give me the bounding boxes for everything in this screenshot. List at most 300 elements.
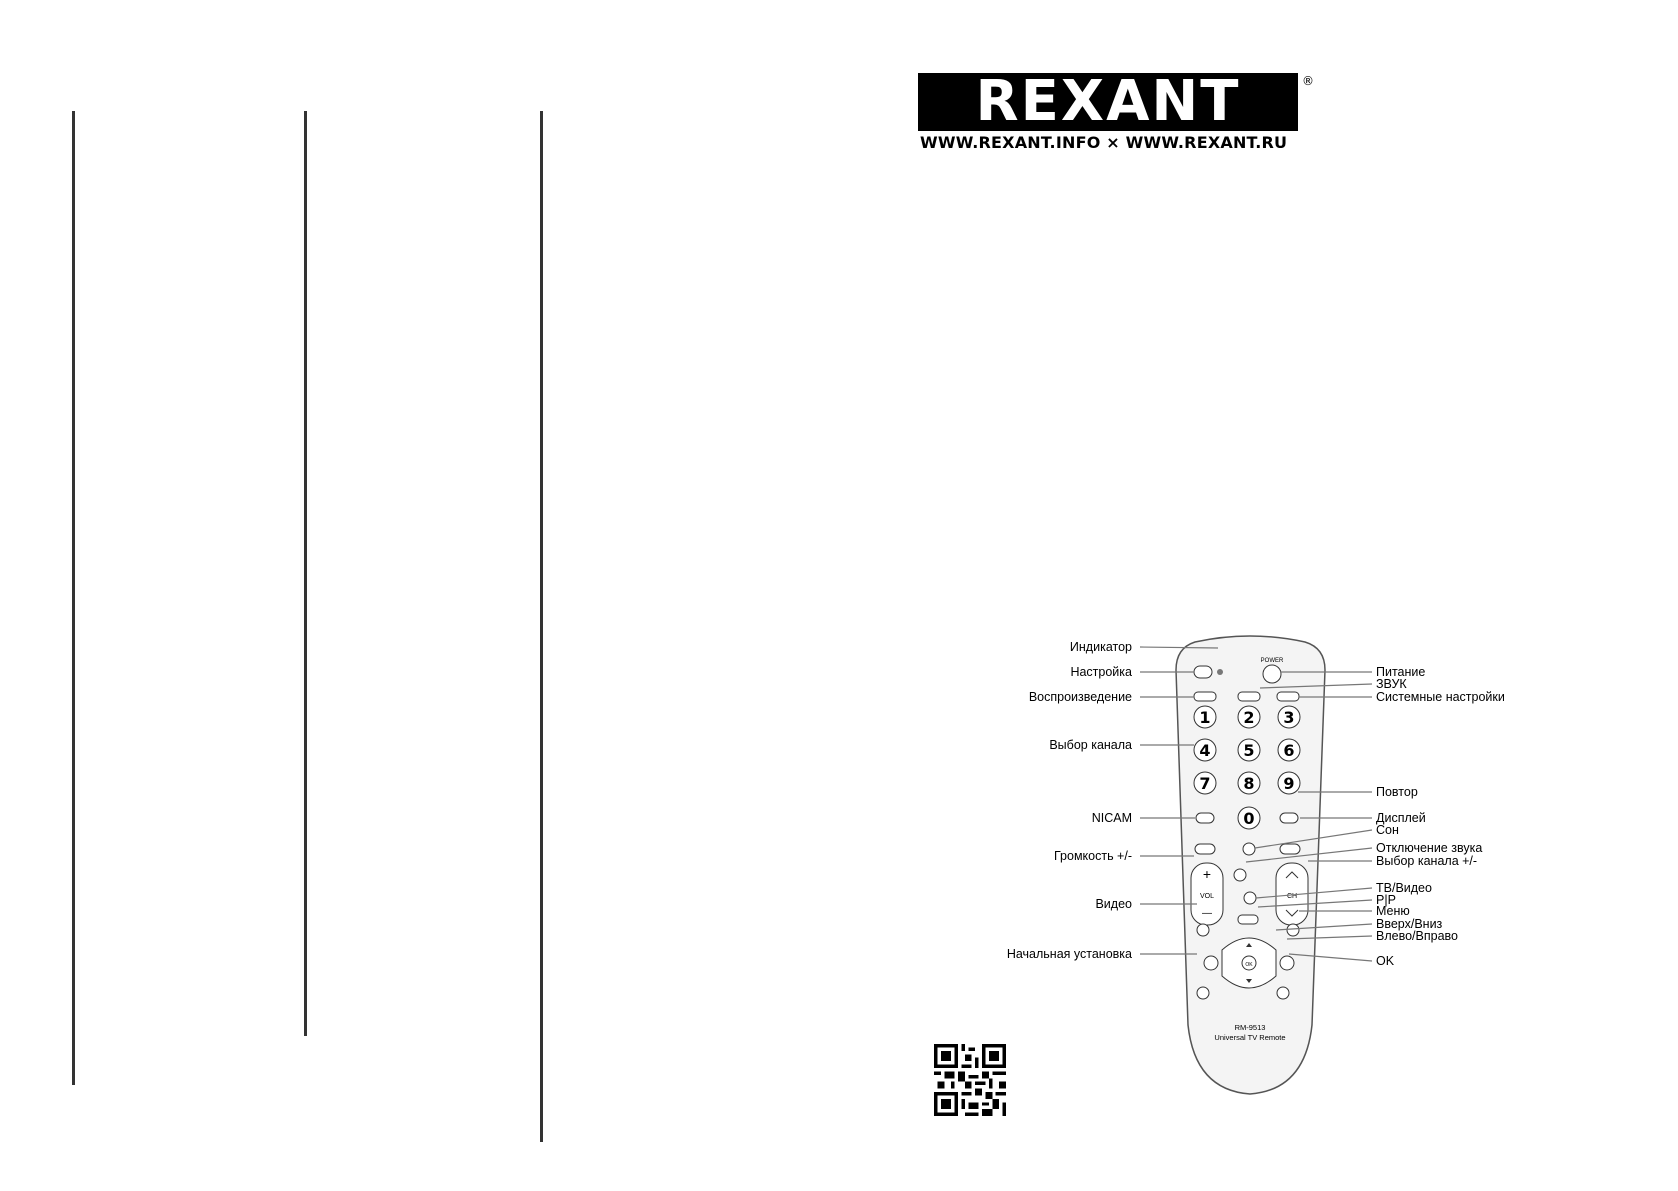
preset-button	[1197, 987, 1209, 999]
codes-cell	[542, 224, 543, 235]
codes-cell	[542, 866, 543, 878]
table-row	[73, 180, 75, 192]
codes-cell	[74, 766, 75, 785]
table-row	[541, 575, 543, 587]
table-row	[541, 563, 543, 575]
table-row	[73, 148, 75, 169]
table-row	[541, 373, 543, 432]
left-button	[1204, 956, 1218, 970]
table-row	[73, 249, 75, 261]
table-row	[541, 587, 543, 603]
codes-cell	[306, 632, 307, 644]
table-row	[541, 632, 543, 653]
codes-cell	[74, 484, 75, 496]
digit-6: 6	[1283, 741, 1295, 760]
codes-cell	[306, 781, 307, 802]
ch-label: CH	[1286, 893, 1298, 900]
digit-5: 5	[1243, 741, 1255, 760]
codes-cell	[306, 593, 307, 614]
system-button	[1277, 692, 1299, 701]
vol-label: VOL	[1199, 893, 1215, 900]
table-row	[541, 603, 543, 632]
table-row	[73, 507, 75, 519]
table-row	[73, 951, 75, 970]
codes-cell	[542, 710, 543, 722]
codes-cell	[542, 432, 543, 443]
table-row	[73, 203, 75, 238]
table-row	[73, 461, 75, 472]
codes-cell	[74, 321, 75, 333]
codes-cell	[74, 112, 75, 125]
callout-nicam: NICAM	[1091, 811, 1132, 825]
codes-cell	[306, 882, 307, 894]
codes-cell	[306, 368, 307, 380]
table-row	[541, 203, 543, 224]
table-row	[541, 479, 543, 498]
codes-cell	[542, 235, 543, 247]
callout-setup: Настройка	[1070, 665, 1132, 679]
codes-cell	[74, 567, 75, 578]
table-row	[73, 531, 75, 543]
codes-cell	[542, 1041, 543, 1053]
codes-cell	[74, 602, 75, 613]
sound-button	[1238, 692, 1260, 701]
table-row	[305, 401, 307, 413]
table-row	[73, 354, 75, 389]
table-row	[305, 301, 307, 313]
table-row	[305, 1011, 307, 1036]
callout-channel-plus-minus: Выбор канала +/-	[1376, 854, 1478, 868]
table-row	[305, 504, 307, 516]
codes-cell	[306, 168, 307, 203]
codes-cell	[306, 458, 307, 469]
table-row	[541, 306, 543, 318]
codes-cell	[306, 325, 307, 368]
codes-cell	[74, 991, 75, 1012]
codes-cell	[74, 461, 75, 472]
callout-power: Питание	[1376, 665, 1426, 679]
site-url: WWW.REXANT.INFO × WWW.REXANT.RU	[920, 133, 1288, 152]
codes-cell	[74, 785, 75, 797]
codes-cell	[542, 551, 543, 563]
codes-cell	[542, 192, 543, 203]
table-row	[305, 614, 307, 632]
remote-subtitle: Universal TV Remote	[1214, 1033, 1286, 1042]
table-row	[73, 697, 75, 713]
codes-cell	[306, 147, 307, 168]
dash-button	[1196, 813, 1214, 823]
table-row	[541, 329, 543, 341]
table-row	[541, 539, 543, 551]
codes-cell	[542, 794, 543, 810]
table-row	[73, 991, 75, 1012]
table-row	[305, 226, 307, 247]
codes-cell	[542, 283, 543, 294]
digit-8: 8	[1243, 774, 1255, 793]
codes-cell	[542, 1020, 543, 1041]
table-row	[305, 760, 307, 781]
table-row	[541, 1069, 543, 1126]
table-row	[541, 1020, 543, 1041]
table-row	[305, 270, 307, 290]
table-row	[541, 967, 543, 983]
codes-cell	[306, 516, 307, 545]
table-row	[305, 581, 307, 593]
table-row	[541, 653, 543, 665]
codes-cell	[74, 531, 75, 543]
table-row	[73, 436, 75, 461]
table-row	[541, 527, 543, 539]
codes-cell	[306, 247, 307, 258]
table-row	[305, 926, 307, 942]
codes-cell	[542, 294, 543, 306]
codes-cell	[74, 951, 75, 970]
table-row	[73, 602, 75, 613]
codes-cell	[74, 273, 75, 298]
table-row	[541, 467, 543, 479]
table-row	[305, 203, 307, 214]
table-row	[73, 613, 75, 629]
codes-cell	[74, 472, 75, 484]
codes-cell	[74, 249, 75, 261]
codes-cell	[306, 446, 307, 458]
table-row	[305, 545, 307, 557]
table-row	[305, 516, 307, 545]
table-row	[305, 632, 307, 644]
codes-cell	[74, 685, 75, 697]
table-row	[305, 112, 307, 125]
table-row	[541, 850, 543, 866]
table-row	[73, 657, 75, 669]
table-row	[305, 147, 307, 168]
table-row	[73, 797, 75, 841]
codes-cell	[306, 301, 307, 313]
codes-cell	[306, 569, 307, 581]
table-row	[305, 910, 307, 926]
codes-cell	[74, 203, 75, 238]
table-row	[305, 247, 307, 258]
codes-cell	[306, 814, 307, 857]
table-row	[541, 1053, 543, 1069]
table-row	[541, 318, 543, 329]
codes-cell	[306, 481, 307, 493]
table-row	[305, 481, 307, 493]
codes-cell	[306, 749, 307, 760]
codes-cell	[74, 333, 75, 354]
callout-pip: P|P	[1376, 893, 1396, 907]
table-row	[305, 258, 307, 270]
codes-cell	[74, 424, 75, 436]
callout-sleep: Сон	[1376, 823, 1399, 837]
codes-cell	[306, 1011, 307, 1036]
video-button	[1197, 924, 1209, 936]
codes-cell	[542, 653, 543, 665]
codes-cell	[306, 557, 307, 569]
table-row	[305, 313, 307, 325]
table-row	[73, 238, 75, 249]
table-row	[305, 749, 307, 760]
table-row	[73, 1048, 75, 1064]
table-row	[541, 1126, 543, 1142]
table-row	[305, 493, 307, 504]
table-row	[541, 738, 543, 754]
table-row	[305, 781, 307, 802]
callout-volume: Громкость +/-	[1053, 849, 1132, 863]
codes-cell	[542, 766, 543, 778]
table-row	[541, 838, 543, 850]
table-row	[305, 458, 307, 469]
codes-cell	[542, 587, 543, 603]
codes-cell	[542, 632, 543, 653]
codes-cell	[74, 613, 75, 629]
table-row	[73, 496, 75, 507]
table-row	[541, 341, 543, 353]
table-row	[73, 578, 75, 590]
table-row	[541, 136, 543, 148]
codes-cell	[306, 581, 307, 593]
table-row	[73, 169, 75, 180]
codes-cell	[542, 341, 543, 353]
table-row	[73, 1012, 75, 1024]
table-row	[73, 519, 75, 531]
codes-cell	[306, 401, 307, 413]
table-row	[541, 754, 543, 766]
table-row	[73, 112, 75, 125]
table-row	[541, 822, 543, 838]
codes-cell	[74, 930, 75, 951]
codes-cell	[306, 942, 307, 967]
digit-3: 3	[1283, 708, 1295, 727]
codes-cell	[74, 970, 75, 991]
table-row	[305, 870, 307, 882]
table-row	[305, 325, 307, 368]
tv-video-button	[1244, 892, 1256, 904]
codes-cell	[542, 983, 543, 1004]
table-row	[541, 259, 543, 271]
table-row	[541, 294, 543, 306]
codes-cell	[74, 496, 75, 507]
ok-small-button	[1277, 987, 1289, 999]
table-row	[541, 1004, 543, 1020]
sleep-button	[1243, 843, 1255, 855]
qr-code	[934, 1044, 1006, 1116]
table-row	[541, 927, 543, 946]
table-row	[305, 136, 307, 147]
table-row	[73, 641, 75, 657]
table-row	[541, 766, 543, 778]
codes-cell	[542, 455, 543, 467]
right-button	[1280, 956, 1294, 970]
callout-video: Видео	[1095, 897, 1132, 911]
table-row	[73, 412, 75, 424]
codes-cell	[542, 1069, 543, 1126]
codes-cell	[542, 467, 543, 479]
codes-cell	[74, 519, 75, 531]
table-row	[305, 569, 307, 581]
table-row	[541, 169, 543, 180]
codes-cell	[542, 539, 543, 551]
codes-cell	[542, 738, 543, 754]
codes-cell	[74, 125, 75, 136]
codes-cell	[306, 910, 307, 926]
codes-cell	[542, 563, 543, 575]
codes-cell	[306, 290, 307, 301]
table-row	[73, 472, 75, 484]
codes-cell	[306, 979, 307, 995]
setup-button	[1194, 666, 1212, 678]
table-row	[541, 180, 543, 192]
table-row	[541, 665, 543, 694]
codes-cell	[74, 180, 75, 192]
code-table-2	[304, 111, 307, 1036]
table-row	[305, 857, 307, 870]
codes-cell	[74, 412, 75, 424]
table-row	[541, 866, 543, 878]
codes-cell	[74, 436, 75, 461]
codes-cell	[306, 728, 307, 749]
table-row	[73, 1064, 75, 1085]
remote-illustration	[990, 630, 1530, 1130]
codes-cell	[306, 656, 307, 699]
remote-diagram	[990, 630, 1530, 1130]
codes-cell	[306, 504, 307, 516]
table-row	[305, 446, 307, 458]
table-row	[73, 862, 75, 897]
table-row	[305, 656, 307, 699]
codes-cell	[306, 894, 307, 910]
repeat-button	[1280, 813, 1298, 823]
table-row	[73, 1036, 75, 1048]
table-row	[73, 785, 75, 797]
codes-cell	[74, 354, 75, 389]
table-row	[305, 979, 307, 995]
table-row	[305, 728, 307, 749]
table-row	[541, 455, 543, 467]
logo-wordmark: REXANT	[975, 71, 1241, 133]
table-row	[541, 551, 543, 563]
codes-cell	[74, 918, 75, 930]
table-row	[305, 425, 307, 446]
table-row	[73, 543, 75, 555]
codes-cell	[542, 778, 543, 794]
codes-cell	[542, 203, 543, 224]
codes-cell	[306, 413, 307, 425]
codes-cell	[306, 760, 307, 781]
codes-cell	[542, 271, 543, 283]
callout-initial-setup: Начальная установка	[1006, 947, 1132, 961]
codes-cell	[542, 373, 543, 432]
callout-tv-video: ТВ/Видео	[1376, 881, 1432, 895]
registered-mark: ®	[1302, 74, 1314, 88]
codes-cell	[542, 136, 543, 148]
mute-button	[1234, 869, 1246, 881]
digit-9: 9	[1283, 774, 1295, 793]
callout-menu: Меню	[1376, 904, 1410, 918]
table-row	[73, 424, 75, 436]
codes-cell	[542, 443, 543, 455]
callout-display: Дисплей	[1376, 811, 1426, 825]
table-row	[305, 995, 307, 1011]
table-row	[541, 432, 543, 443]
power-button-label: POWER	[1260, 658, 1284, 664]
table-row	[305, 894, 307, 910]
codes-cell	[306, 926, 307, 942]
table-row	[541, 271, 543, 283]
table-row	[541, 192, 543, 203]
display-button	[1280, 844, 1300, 854]
digit-7: 7	[1199, 774, 1211, 793]
codes-cell	[306, 226, 307, 247]
callout-mute: Отключение звука	[1376, 841, 1483, 855]
table-row	[541, 778, 543, 794]
table-row	[305, 214, 307, 226]
table-row	[541, 112, 543, 125]
table-row	[305, 802, 307, 814]
table-row	[73, 685, 75, 697]
codes-cell	[542, 878, 543, 927]
codes-cell	[306, 112, 307, 125]
codes-cell	[542, 306, 543, 318]
codes-cell	[74, 1024, 75, 1036]
codes-cell	[74, 543, 75, 555]
pip-button	[1238, 915, 1258, 924]
codes-cell	[542, 479, 543, 498]
table-row	[73, 136, 75, 148]
codes-cell	[542, 125, 543, 136]
codes-cell	[306, 857, 307, 870]
codes-cell	[306, 699, 307, 728]
table-row	[73, 389, 75, 400]
table-row	[73, 629, 75, 641]
table-row	[73, 930, 75, 951]
codes-cell	[542, 1053, 543, 1069]
table-row	[305, 699, 307, 728]
codes-cell	[74, 1036, 75, 1048]
table-row	[73, 567, 75, 578]
table-row	[305, 413, 307, 425]
nicam-button	[1195, 844, 1215, 854]
table-row	[73, 841, 75, 862]
codes-cell	[542, 754, 543, 766]
codes-cell	[74, 169, 75, 180]
table-row	[73, 970, 75, 991]
codes-cell	[74, 697, 75, 713]
codes-cell	[74, 1048, 75, 1064]
table-row	[541, 694, 543, 710]
codes-cell	[306, 203, 307, 214]
table-row	[73, 1024, 75, 1036]
table-row	[73, 309, 75, 321]
menu-button	[1287, 924, 1299, 936]
codes-cell	[542, 810, 543, 822]
codes-cell	[306, 802, 307, 814]
codes-cell	[306, 270, 307, 290]
codes-cell	[306, 614, 307, 632]
codes-cell	[306, 493, 307, 504]
table-row	[305, 168, 307, 203]
codes-cell	[542, 603, 543, 632]
callout-channel-select: Выбор канала	[1049, 738, 1132, 752]
codes-cell	[306, 870, 307, 882]
codes-cell	[74, 389, 75, 400]
table-row	[541, 498, 543, 527]
table-row	[541, 983, 543, 1004]
codes-cell	[542, 850, 543, 866]
table-row	[73, 918, 75, 930]
codes-cell	[74, 261, 75, 273]
code-table-3	[540, 111, 543, 1142]
codes-cell	[74, 641, 75, 657]
